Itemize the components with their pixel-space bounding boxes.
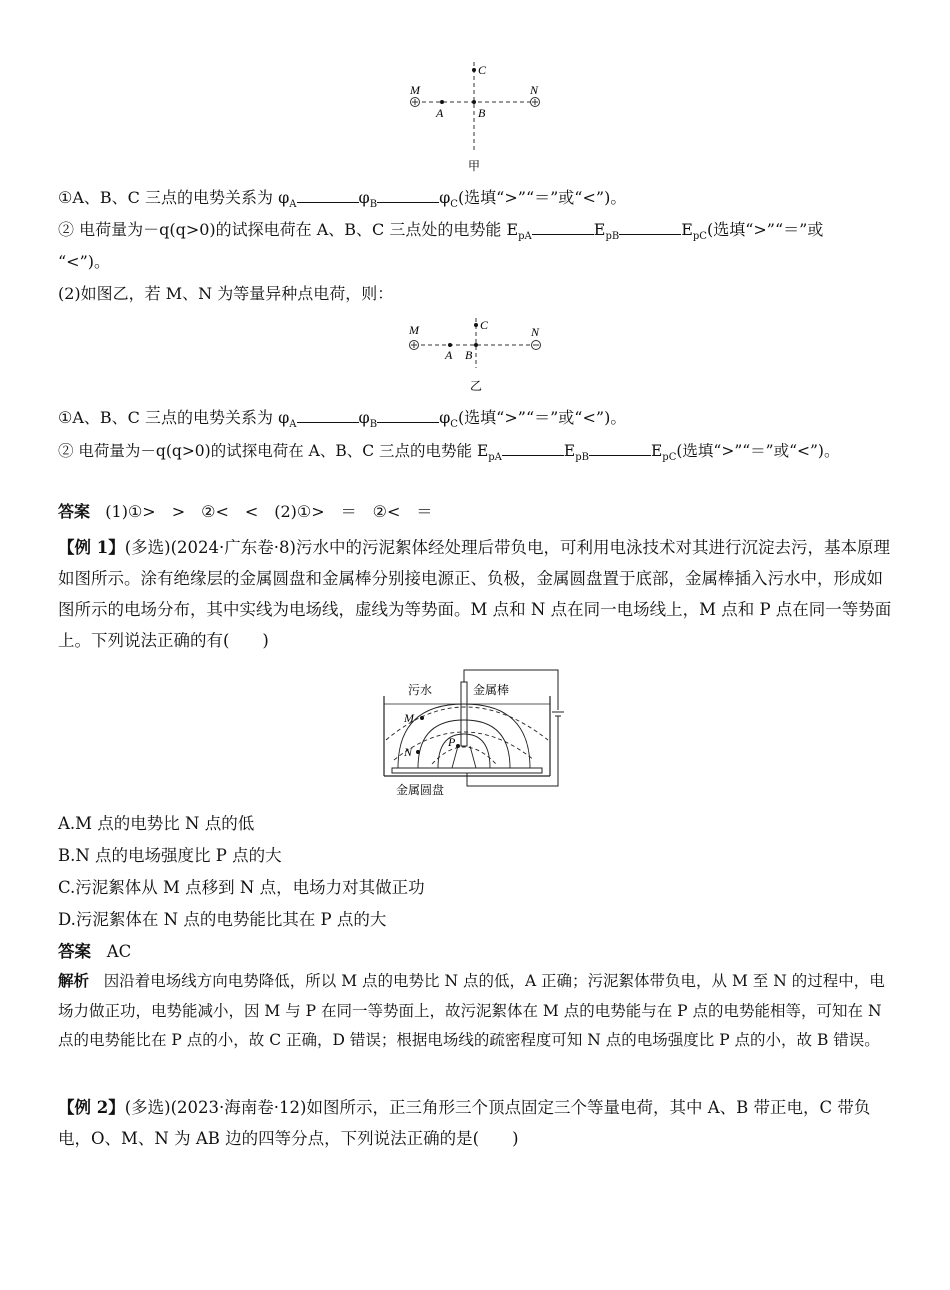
option-c: C.污泥絮体从 M 点移到 N 点，电场力对其做正功 [58,878,425,897]
label-C: C [478,63,487,77]
label-M: M [409,323,419,337]
label-C: C [480,318,489,332]
answer-1: 答案 (1)①> > ②< < (2)①> ＝ ②< ＝ [58,502,433,521]
q1-part2: (2)如图乙，若 M、N 为等量异种点电荷，则： [58,284,394,303]
figure-caption: 甲 [468,159,481,173]
option-d: D.污泥絮体在 N 点的电势能比其在 P 点的大 [58,910,387,929]
label-disk: 金属圆盘 [396,783,445,797]
figure-electrophoresis [378,664,578,800]
answer-ex1: 答案 AC [58,942,132,961]
label-rod: 金属棒 [473,683,510,697]
q1-item3: ①A、B、C 三点的电势关系为 $\varphi_A$ $\varphi_B$ $\varphi_C$(选填“>”“＝”或“<”)。 [58,408,627,431]
q1-item2: ② 电荷量为－q(q>0)的试探电荷在 A、B、C 三点处的电势能 $E_{pA}$ $E_{pB}$ $E_{pC}$(选填“>”“＝”或 [58,220,824,243]
label-N: N [404,745,413,759]
label-M: M [410,83,420,97]
label-A: A [436,106,444,120]
option-a: A.M 点的电势比 N 点的低 [58,814,255,833]
example-1: 【例 1】(多选)(2024·广东卷·8)污水中的污泥絮体经处理后带负电，可利用电泳技术对其进行沉淀去污，基本原理如图所示。涂有绝缘层的金属圆盘和金属棒分别接电源正、负极，金属圆盘置于底部，金属棒插入污水中，形成如图所示的电场分布，其中实线为电场线，虚线为等势面。M 点和 N 点在同一电场线上，M 点和 P 点在同一等势面上。下列说法正确的有( ) [58,538,892,650]
label-B: B [465,348,473,362]
label-water: 污水 [408,683,433,697]
q1-item1: ①A、B、C 三点的电势关系为 $\varphi_A$ $\varphi_B$ $\varphi_C$(选填“>”“＝”或“<”)。 [58,188,627,211]
label-N: N [531,325,540,339]
label-N: N [530,83,539,97]
q1-item4: ② 电荷量为－q(q>0)的试探电荷在 A、B、C 三点的电势能 $E_{pA}$ $E_{pB}$ $E_{pC}$(选填“>”“＝”或“<”)。 [58,442,840,464]
label-B: B [478,106,486,120]
figure-yi [400,314,550,396]
label-A: A [445,348,453,362]
option-b: B.N 点的电场强度比 P 点的大 [58,846,282,865]
example-2: 【例 2】(多选)(2023·海南卷·12)如图所示，正三角形三个顶点固定三个等量电荷，其中 A、B 带正电，C 带负电，O、M、N 为 AB 边的四等分点，下列说法正确的是( ) [58,1098,871,1148]
q1-item2-cont: “<”)。 [58,252,111,271]
figure-caption: 乙 [470,379,483,393]
label-P: P [448,735,456,749]
figure-jia [400,58,550,178]
label-M: M [404,711,414,725]
analysis-ex1: 解析 因沿着电场线方向电势降低，所以 M 点的电势比 N 点的低，A 正确；污泥絮体带负电，从 M 至 N 的过程中，电场力做正功，电势能减小，因 M 与 P 在同一等势面上，故污泥絮体在 M 点的电势能与在 P 点的电势能相等，可知在 N 点的电势能比在 P 点的小，故 C 正确，D 错误；根据电场线的疏密程度可知 N 点的电场强度比 P 点的小，故 B 错误。 [58,971,885,1049]
